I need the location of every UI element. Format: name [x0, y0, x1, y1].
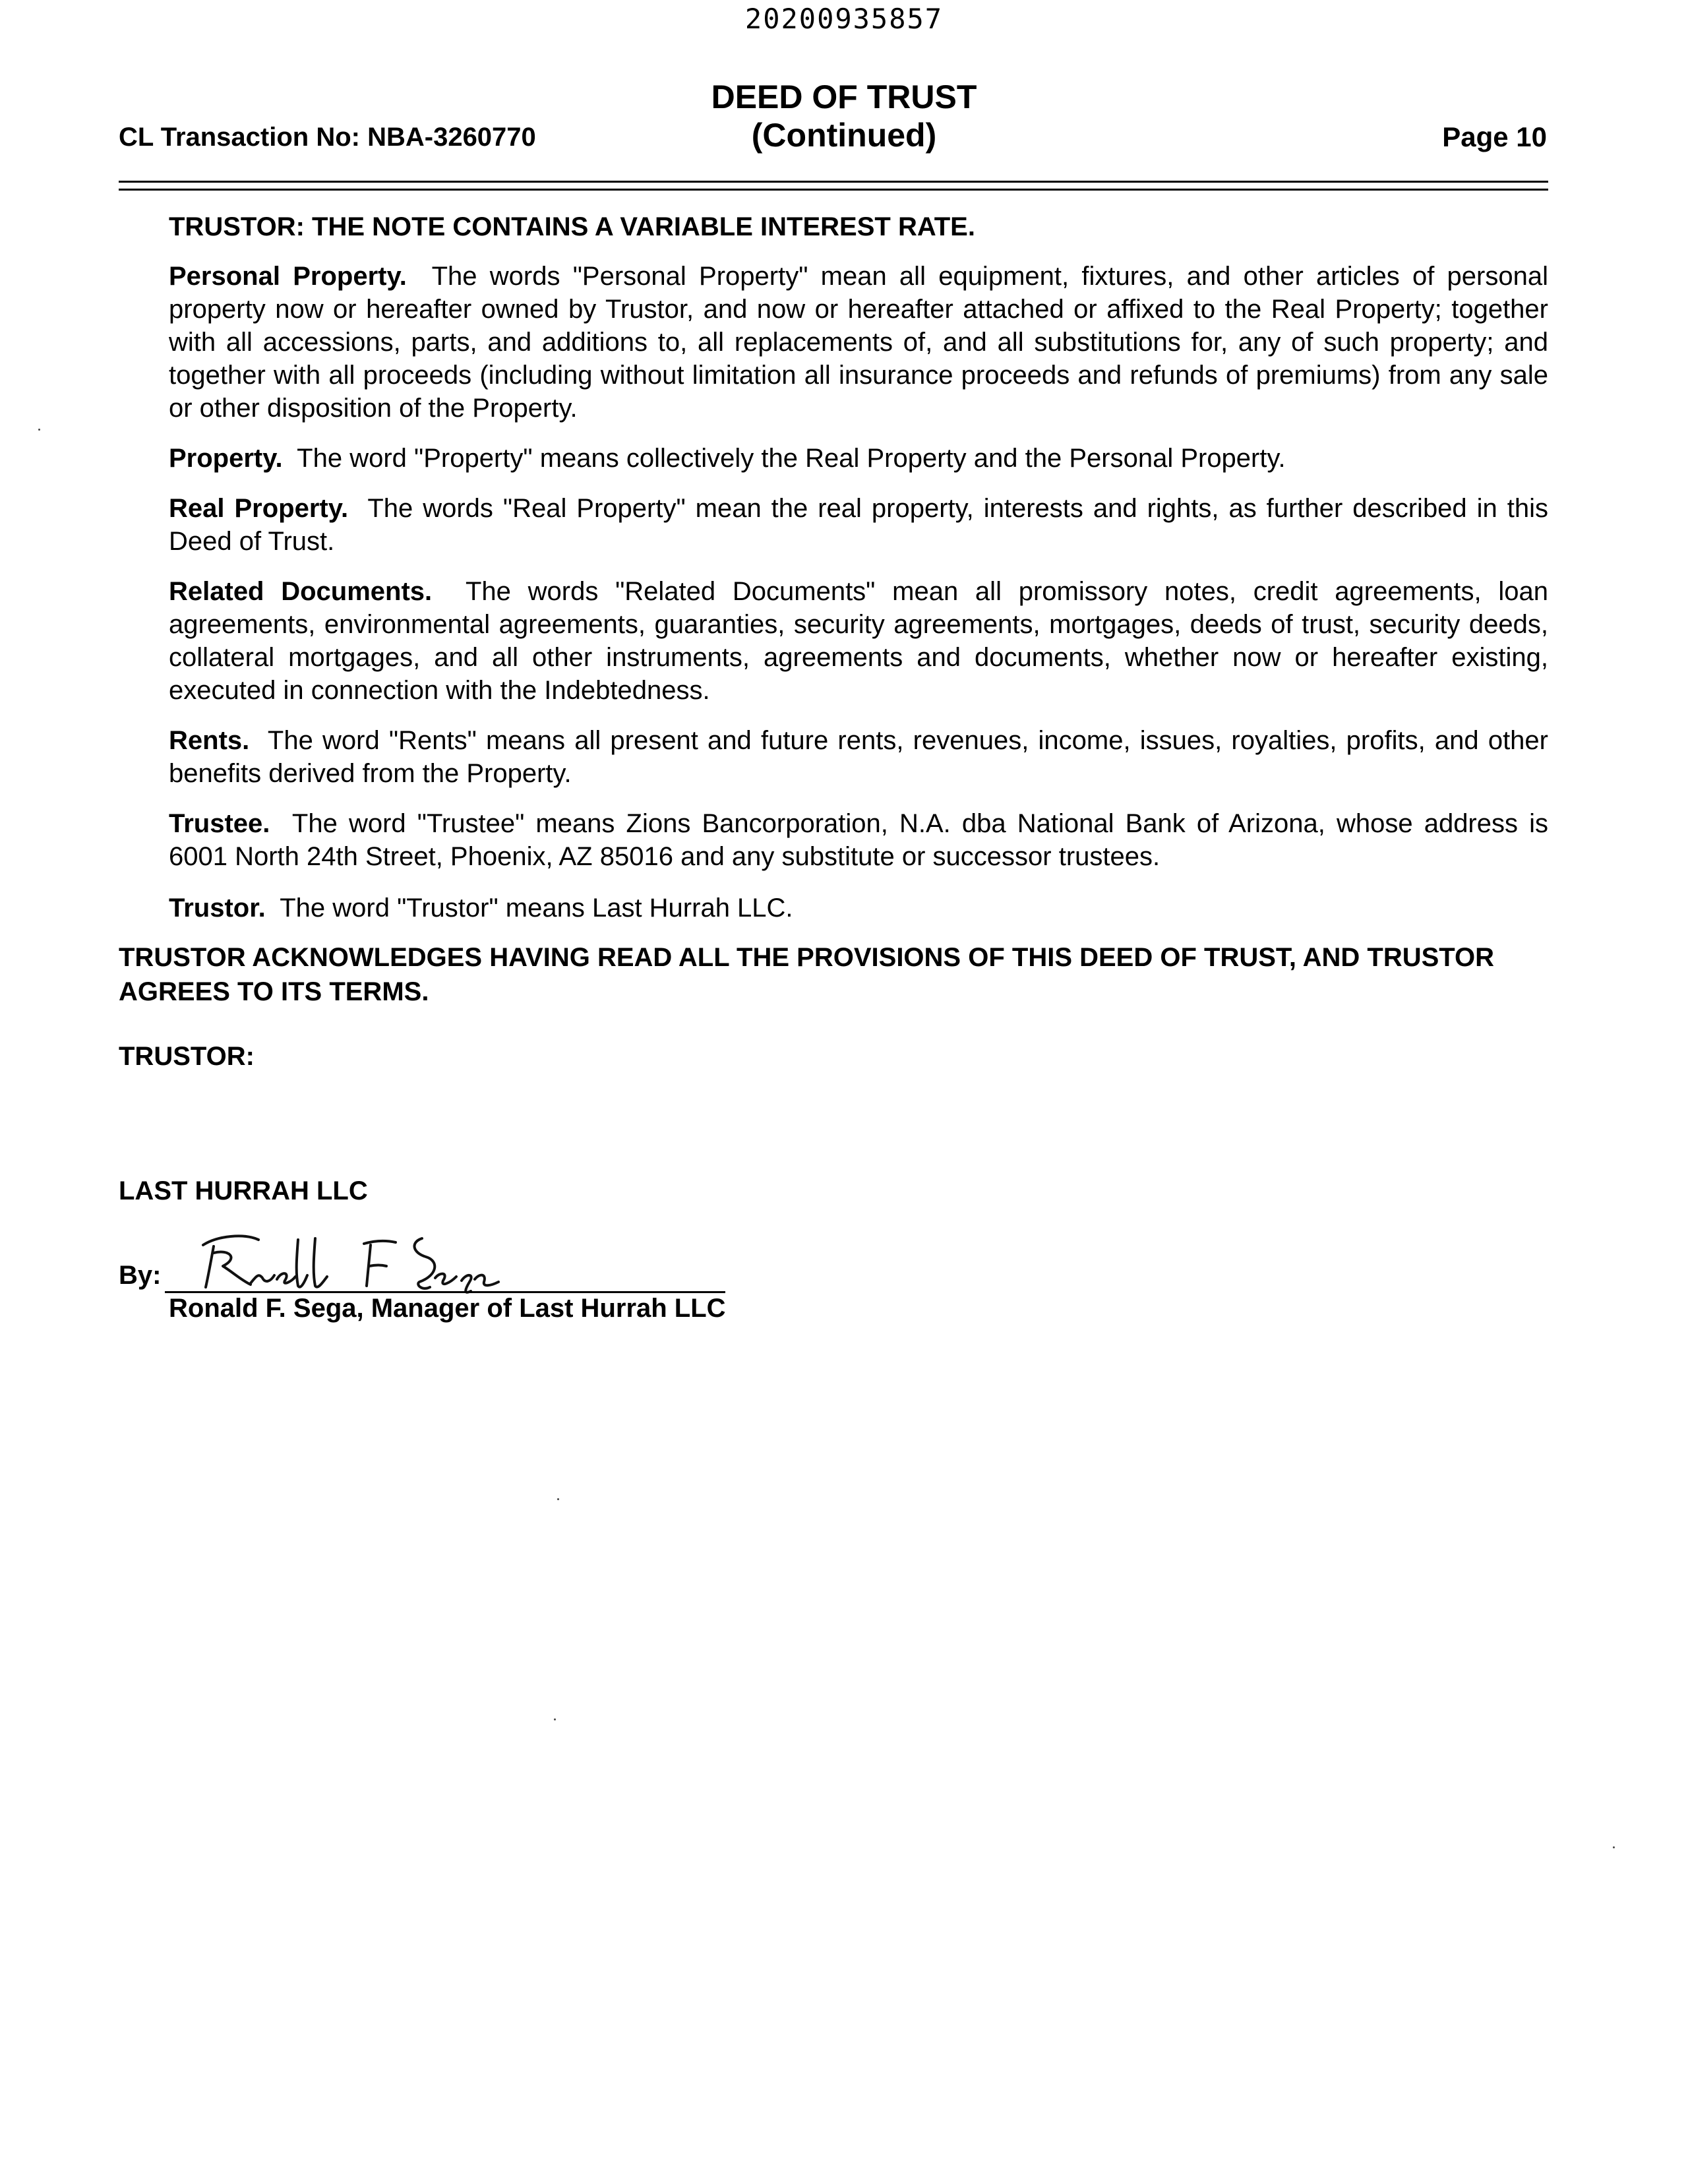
definition-related-documents [169, 575, 1548, 707]
definition-term: Trustee. [169, 809, 270, 838]
definition-term: Rents. [169, 726, 250, 755]
header-rule-bottom [119, 189, 1548, 191]
signer-name-title: Ronald F. Sega, Manager of Last Hurrah LLC [169, 1294, 726, 1323]
variable-rate-notice: TRUSTOR: THE NOTE CONTAINS A VARIABLE INTEREST RATE. [169, 212, 975, 241]
by-label: By: [119, 1261, 162, 1290]
definition-term: Property. [169, 444, 283, 473]
scan-speck [38, 429, 40, 431]
document-subtitle: (Continued) [751, 117, 937, 154]
header-rule-top [119, 181, 1548, 183]
definition-personal-property [169, 260, 1548, 425]
handwritten-signature [198, 1227, 501, 1299]
definition-text: The word "Trustee" means Zions Bancorporation, N.A. dba National Bank of Arizona, whose address is 6001 North 24th Street, Phoenix, AZ 85016 and any substitute or successor trustees. [169, 809, 1548, 871]
definition-text: The word "Trustor" means Last Hurrah LLC. [280, 894, 793, 923]
transaction-number: CL Transaction No: NBA-3260770 [119, 123, 536, 152]
definition-trustee [169, 807, 1548, 873]
definition-text: The word "Rents" means all present and future rents, revenues, income, issues, royalties, profits, and other benefits derived from the Property. [169, 726, 1548, 788]
definition-text: The words "Related Documents" mean all promissory notes, credit agreements, loan agreements, environmental agreements, guaranties, security agreements, mortgages, deeds of trust, security deeds, collateral mortgages, and all other instruments, agreements and documents, whether now or hereafter existing, executed in connection with the Indebtedness. [169, 577, 1549, 705]
acknowledgement: TRUSTOR ACKNOWLEDGES HAVING READ ALL THE PROVISIONS OF THIS DEED OF TRUST, AND TRUSTOR AGREES TO ITS TERMS. [119, 943, 1495, 1006]
definition-term: Related Documents. [169, 577, 433, 606]
trustor-label: TRUSTOR: [119, 1042, 255, 1071]
definition-rents [169, 724, 1548, 790]
definition-trustor [169, 892, 1548, 925]
signature-line [165, 1291, 725, 1293]
definition-text: The words "Personal Property" mean all equipment, fixtures, and other articles of personal property now or hereafter owned by Trustor, and now or hereafter attached or affixed to the Real Property; together with all accessions, parts, and additions to, all replacements of, and all substitutions for, any of such property; and together with all proceeds (including without limitation all insurance proceeds and refunds of premiums) from any sale or other disposition of the Property. [169, 262, 1548, 423]
definition-term: Personal Property. [169, 262, 407, 291]
definition-property [169, 442, 1548, 475]
definition-real-property [169, 492, 1548, 558]
scan-speck [1613, 1846, 1615, 1848]
scan-speck [554, 1718, 556, 1720]
recording-number: 20200935857 [744, 3, 944, 35]
definition-text: The word "Property" means collectively the Real Property and the Personal Property. [297, 444, 1286, 473]
definition-text: The words "Real Property" mean the real property, interests and rights, as further described in this Deed of Trust. [169, 494, 1548, 556]
entity-name: LAST HURRAH LLC [119, 1176, 368, 1205]
document-title: DEED OF TRUST [711, 78, 977, 115]
scan-speck [557, 1498, 559, 1500]
page-number: Page 10 [1442, 121, 1547, 152]
definition-term: Trustor. [169, 894, 266, 923]
definition-term: Real Property. [169, 494, 349, 523]
